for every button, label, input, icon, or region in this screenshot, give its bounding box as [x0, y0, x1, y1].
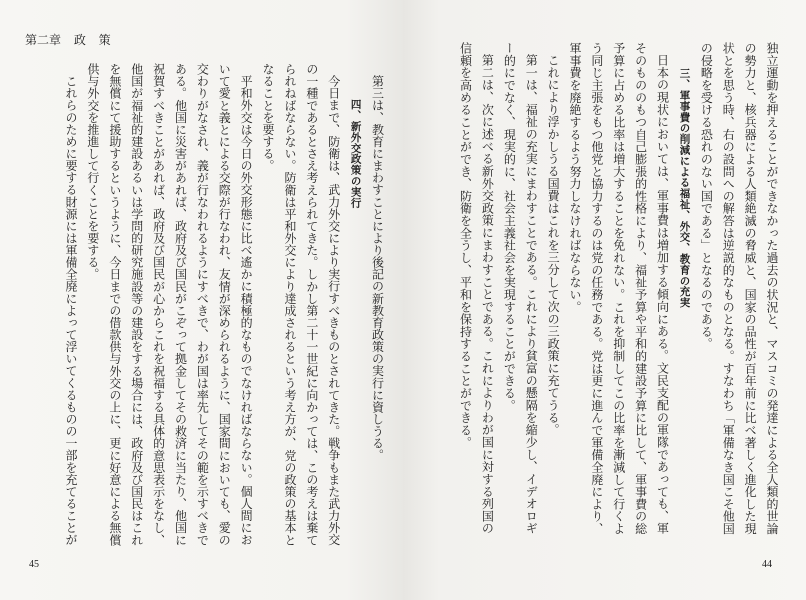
text-column: 交わりがなされ、義が行なわれるようにすべきで、わが国は率先してその範を示すべきで — [195, 63, 210, 546]
text-column: そのもののもつ自己膨張的性格により、福祉予算や平和的建設予算に比して、軍事費の総 — [633, 42, 648, 535]
section-heading: 三、軍事費の削減による福祉、外交、教育の充実 — [678, 68, 691, 308]
text-column: を無償にて援助するというように、今日までの借款供与外交の上に、更に好意による無償 — [107, 63, 122, 546]
text-column: 他国が福祉的建設あるいは学問的研究施設等の建設をする場合には、政府及び国民はこれ — [129, 63, 144, 546]
text-column: 日本の現状においては、軍事費は増加する傾向にある。文民支配の軍隊であっても、軍 — [655, 54, 670, 535]
text-column: 今日まで、防衛は、武力外交により実行すべきものとされてきた。戦争もまた武力外交 — [326, 75, 341, 546]
text-column: 第二は、次に述べる新外交政策にまわすことである。これによりわが国に対する列国の — [480, 54, 495, 535]
text-column: 祝賀すべきことがあれば、政府及び国民が心からこれを祝福する具体的意思表示をなし、 — [151, 63, 166, 546]
text-column: 状とを思う時、右の設問への解答は逆説的なものとなる。すなわち「軍備なき国こそ他国 — [721, 42, 736, 535]
text-column: 予算に占める比率は増大することを免れない。これを抑制してこの比率を漸減して行くよ — [611, 42, 626, 535]
page-number: 45 — [29, 559, 39, 570]
text-column: いて愛と義とによる交際が行なわれ、友情が深められるように、国家間においても、愛の — [217, 63, 232, 546]
text-column: 独立運動を押えることができなかった過去の状況と、マスコミの発達による全人類的世論 — [765, 42, 779, 535]
text-column: の勢力と、核兵器による人類絶滅の脅威と、国家の品性が百年前に比べ著しく進化した現 — [743, 42, 758, 535]
page-number: 44 — [762, 559, 772, 570]
text-column: ー的にでなく、現実的に、社会主義社会を実現することができる。 — [502, 42, 517, 412]
text-column: の一種であるとさえ考えられてきた。しかし第二十一世紀に向かっては、この考えは棄て — [304, 63, 319, 546]
text-column: 信頼を高めることができ、防衛を全うし、平和を保持することができる。 — [458, 42, 473, 449]
text-column: これらのために要する財源には軍備全廃によって浮いてくるものの一部を充てることが — [64, 75, 79, 546]
text-column: 供与外交を推進して行くことを要する。 — [85, 63, 100, 281]
section-heading: 四、新外交政策の実行 — [349, 99, 362, 208]
text-column: 平和外交は今日の外交形態に比べ遙かに積極的なものでなければならない。個人間にお — [239, 75, 254, 546]
text-column: 第三は、教育にまわすことにより後記の新教育政策の実行に資しうる。 — [370, 75, 385, 462]
text-column: ある。他国に災害があれば、政府及び国民がこぞって拠金してその救済に当たり、他国に — [173, 63, 188, 546]
text-column: の侵略を受ける恐れのない国である」となるのである。 — [699, 42, 714, 350]
text-column: 第一は、福祉の充実にまわすことである。これにより貧富の懸隔を縮少し、イデオロギ — [524, 54, 539, 535]
running-head: 第二章 政 策 — [25, 33, 111, 47]
text-column: られねばならない。防衛は平和外交により達成されるという考え方が、党の政策の基本と — [282, 63, 297, 546]
text-column: う同じ主張をもつ他党と協力するのは党の任務である。党は更に進んで軍備全廃により、 — [589, 42, 604, 535]
text-column: 軍事費を廃絶するよう努力しなければならない。 — [567, 42, 582, 314]
left-page-text-block — [59, 63, 388, 546]
text-column: これにより浮かしうる国費はこれを三分して次の三政策に充てうる。 — [546, 54, 561, 437]
right-page — [403, 0, 806, 600]
right-page-text-block — [453, 42, 782, 535]
text-column: なることを要する。 — [261, 63, 276, 172]
